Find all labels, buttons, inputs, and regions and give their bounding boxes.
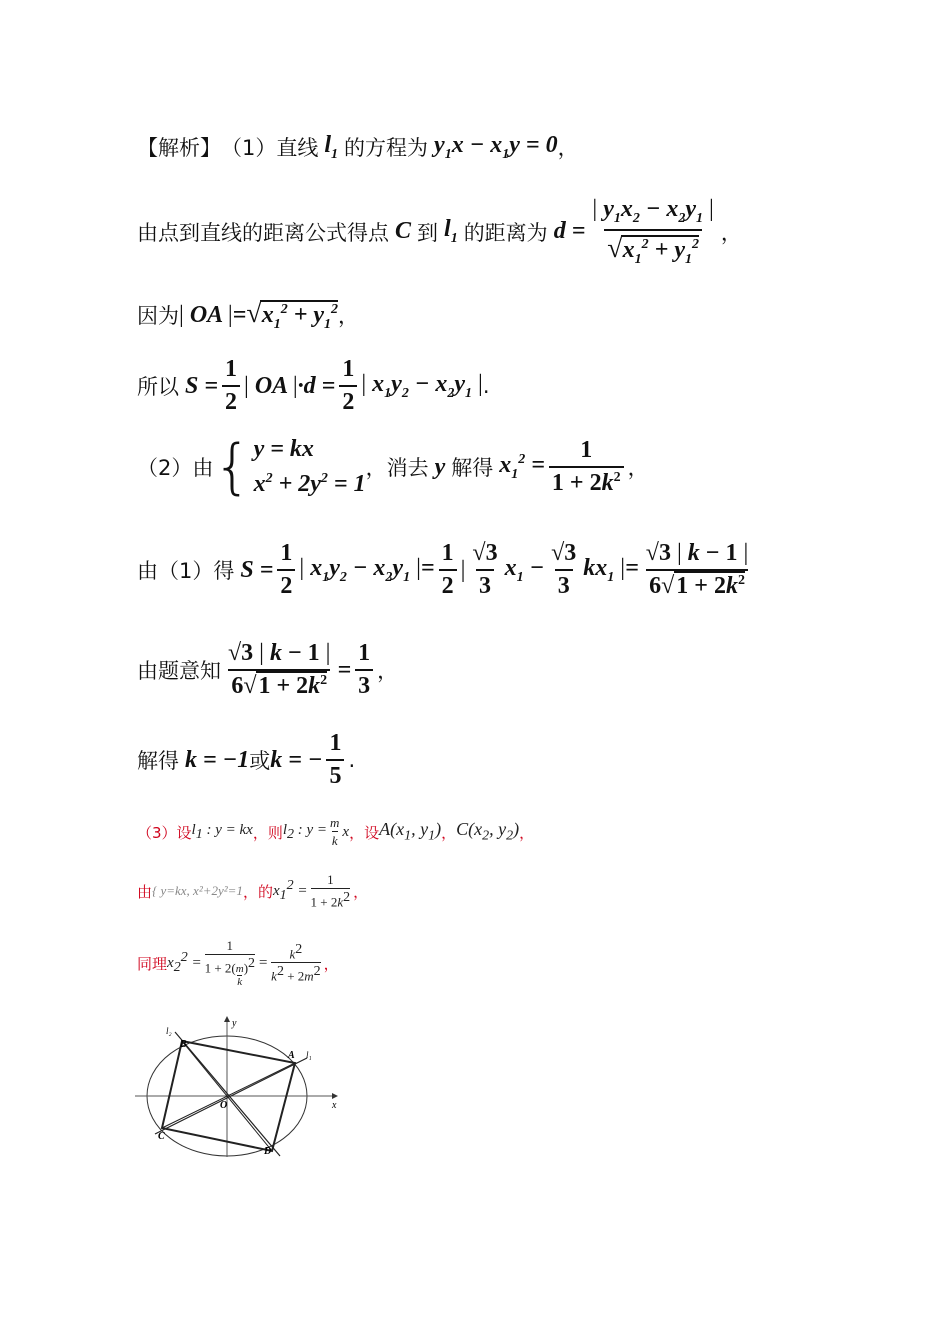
solution-line-8: 解得 k = −1 或 k = − $\frac{1}{5}$ . <box>137 730 356 789</box>
x-axis-arrow <box>332 1093 338 1099</box>
label-B: B <box>180 1039 187 1050</box>
solution-line-4: 所以 S = $\frac{1}{2}$ | OA |·d = $\frac{1}{2}$ | $x_1y_2 - x_2y_1$ | . <box>137 356 490 415</box>
part3-line-2: 由 { y=kx, x²+2y²=1 ，的 $x_1^2$ = $\frac{1}{1 + 2k^2}$ ， <box>137 872 369 910</box>
label-A: A <box>288 1050 295 1061</box>
label-y: y <box>232 1018 237 1029</box>
solution-line-3: 因为 | OA |= $√x_1^2 + y_1^2$ ， <box>137 298 360 332</box>
solution-line-6: 由（1）得 S = $\frac{1}{2}$ | $x_1y_2 - x_2y_1$ |= $\frac{1}{2}$ | $\frac{√3}{3}$ $x_1$ − $\frac{√3}{3}$ $kx_1$ |= $\frac{√3 | k - 1 |}{6√1 + 2k^2}$ <box>137 540 749 599</box>
solution-line-7: 由题意知 $\frac{√3 | k - 1 |}{6√1 + 2k^2}$ = $\frac{1}{3}$ ， <box>137 640 399 699</box>
label-l2: l₂ <box>166 1026 172 1036</box>
label-O: O <box>220 1100 228 1111</box>
y-axis-arrow <box>224 1016 230 1022</box>
label-l1: l₁ <box>306 1050 312 1060</box>
label-x: x <box>332 1100 337 1111</box>
solution-line-5: （2）由 { y = kx $x^2 + 2y^2 = 1$ ，消去 y 解得 $x_1^2$ = $\frac{1}{1 + 2k^2}$ ， <box>137 432 649 502</box>
part3-line-3: 同理 $x_2^2$ = 1 1 + 2( $\frac{m}{k}$ )$^2$ = $\frac{k^2}{k^2 + 2m^2}$ ， <box>137 938 339 989</box>
part3-line-1: （3）设 $l_1$ : y = kx ，则 $l_2$ : y = $\frac{m}{k}$ x ，设 $A(x_1$, $y_1$) ， $C(x_2$, $y_2$) ， <box>137 815 535 848</box>
distance-fraction: $\frac{| y_1x_2 - x_2y_1 |}{√x_1^2 + y_1^2}$ <box>592 196 714 267</box>
label-C: C <box>158 1131 165 1142</box>
solution-line-2: 由点到直线的距离公式得点 C 到 $l_1$ 的距离为 d = $\frac{| y_1x_2 - x_2y_1 |}{√x_1^2 + y_1^2}$ ， <box>137 196 742 267</box>
solution-line-1: 【解析】 （1）直线 $l_1$ 的方程为 $y_1x - x_1y = 0$ ， <box>137 132 579 162</box>
label-D: D <box>264 1146 272 1157</box>
analysis-label: 【解析】 <box>137 136 221 161</box>
ellipse-parallelogram-figure <box>130 1012 350 1162</box>
